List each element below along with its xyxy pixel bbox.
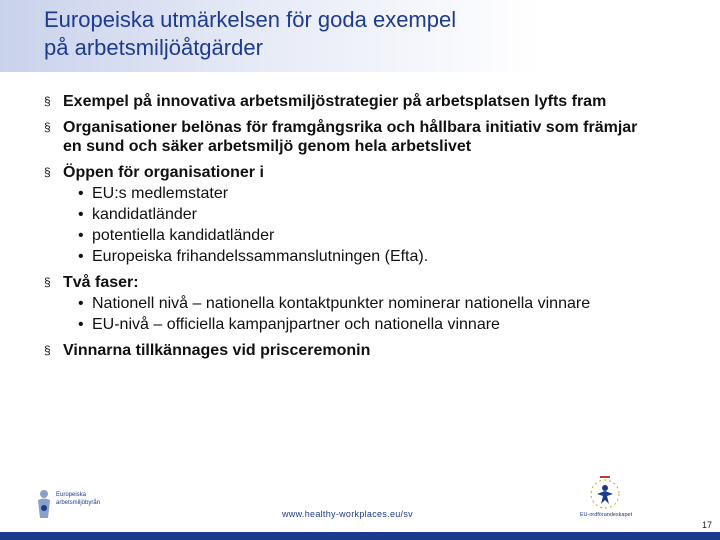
bullet-list <box>44 92 644 367</box>
bullet-item <box>44 273 644 334</box>
sub-bullet-text: EU-nivå – officiella kampanjpartner och nationella vinnare <box>92 316 500 333</box>
sub-bullet-text: kandidatländer <box>92 206 197 223</box>
sub-bullet-item <box>78 315 644 334</box>
sub-bullet-text: EU:s medlemstater <box>92 185 229 202</box>
presidency-logo <box>574 474 638 524</box>
sub-bullet-text: Europeiska frihandelssammanslutningen (Efta). <box>92 248 429 265</box>
sub-bullet-item <box>78 184 644 203</box>
bullet-text: Två faser: <box>63 274 139 291</box>
agency-logo-text <box>56 491 100 507</box>
bullet-text: Organisationer belönas för framgångsrika och hållbara initiativ som främjar en sund och säker arbetsmiljö genom hela arbetslivet <box>63 119 638 155</box>
bullet-item <box>44 118 644 156</box>
sub-bullet-marker: • <box>78 227 84 244</box>
bullet-marker: § <box>44 94 51 108</box>
sub-bullet-text: potentiella kandidatländer <box>92 227 275 244</box>
bullet-marker: § <box>44 275 51 289</box>
sub-bullet-text: Nationell nivå – nationella kontaktpunkter nominerar nationella vinnare <box>92 295 591 312</box>
bullet-marker: § <box>44 165 51 179</box>
slide-title-line-2: på arbetsmiljöåtgärder <box>44 35 263 60</box>
bullet-marker: § <box>44 343 51 357</box>
presidency-logo-text: EU-ordförandeskapet <box>579 512 633 518</box>
sub-bullet-item <box>78 294 644 313</box>
presidency-emblem-icon <box>574 474 638 512</box>
bullet-text: Exempel på innovativa arbetsmiljöstrategier på arbetsplatsen lyfts fram <box>63 93 607 110</box>
bullet-text: Öppen för organisationer i <box>63 164 264 181</box>
agency-emblem-icon <box>34 488 54 522</box>
slide-title-line-1: Europeiska utmärkelsen för goda exempel <box>44 7 457 32</box>
bottom-bar <box>0 532 720 540</box>
footer-url: www.healthy-workplaces.eu/sv <box>282 509 413 519</box>
sub-bullet-item <box>78 247 644 266</box>
bullet-item <box>44 163 644 266</box>
slide-title <box>44 6 664 62</box>
agency-logo-line-2: arbetsmiljöbyrån <box>56 500 101 506</box>
sub-bullet-marker: • <box>78 248 84 265</box>
sub-bullet-marker: • <box>78 185 84 202</box>
bullet-item <box>44 341 644 360</box>
agency-logo-line-1: Europeiska <box>56 492 87 498</box>
sub-bullet-marker: • <box>78 206 84 223</box>
agency-logo <box>34 488 134 524</box>
sub-bullet-item <box>78 226 644 245</box>
bullet-marker: § <box>44 120 51 134</box>
sub-bullet-item <box>78 205 644 224</box>
sub-bullet-marker: • <box>78 295 84 312</box>
bullet-item <box>44 92 644 111</box>
bullet-text: Vinnarna tillkännages vid prisceremonin <box>63 342 371 359</box>
sub-bullet-marker: • <box>78 316 84 333</box>
sub-bullet-list <box>78 294 644 334</box>
page-number: 17 <box>701 520 712 530</box>
sub-bullet-list <box>78 184 644 266</box>
